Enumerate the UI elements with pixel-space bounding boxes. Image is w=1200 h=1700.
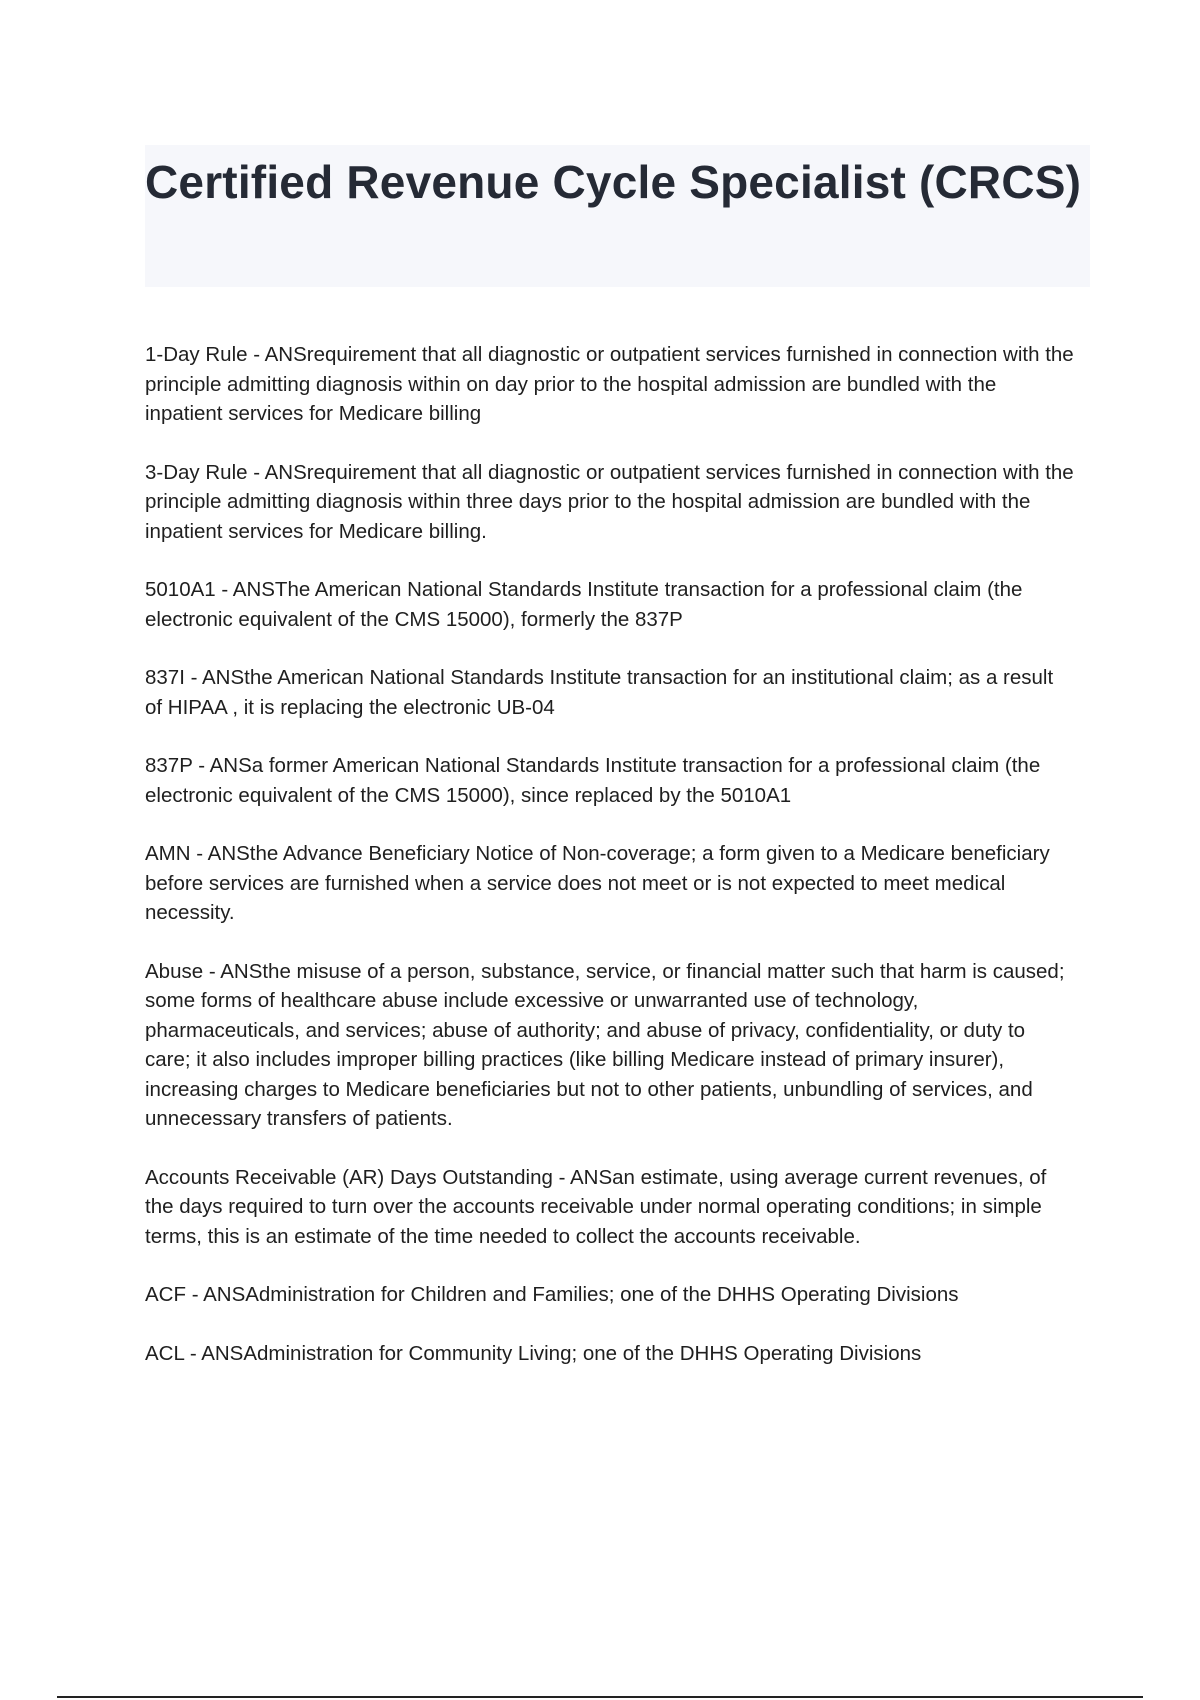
- glossary-list: [145, 340, 1075, 1397]
- page-bottom-divider: [57, 1696, 1143, 1698]
- glossary-entry: 837I - ANSthe American National Standards Institute transaction for an institutional claim; as a result of HIPAA , it is replacing the electronic UB-04: [145, 666, 1054, 719]
- glossary-entry: 837P - ANSa former American National Standards Institute transaction for a professional claim (the electronic equivalent of the CMS 15000), since replaced by the 5010A1: [145, 754, 1041, 807]
- glossary-entry: AMN - ANSthe Advance Beneficiary Notice of Non-coverage; a form given to a Medicare beneficiary before services are furnished when a service does not meet or is not expected to meet medical necessity.: [145, 842, 1050, 924]
- glossary-entry: 3-Day Rule - ANSrequirement that all diagnostic or outpatient services furnished in connection with the principle admitting diagnosis within three days prior to the hospital admission are bundled with the inpatient services for Medicare billing.: [145, 460, 1074, 543]
- title-banner: [145, 145, 1090, 287]
- page-title: Certified Revenue Cycle Specialist (CRCS): [145, 156, 1082, 208]
- glossary-entry: 1-Day Rule - ANSrequirement that all diagnostic or outpatient services furnished in connection with the principle admitting diagnosis within on day prior to the hospital admission are bundled with the inpatient services for Medicare billing: [145, 343, 1074, 425]
- glossary-entry: ACL - ANSAdministration for Community Living; one of the DHHS Operating Divisions: [145, 1341, 922, 1365]
- glossary-entry: ACF - ANSAdministration for Children and Families; one of the DHHS Operating Divisions: [145, 1283, 959, 1306]
- glossary-entry: 5010A1 - ANSThe American National Standards Institute transaction for a professional claim (the electronic equivalent of the CMS 15000), formerly the 837P: [145, 578, 1023, 631]
- glossary-entry: Abuse - ANSthe misuse of a person, substance, service, or financial matter such that harm is caused; some forms of healthcare abuse include excessive or unwarranted use of technology, pharmaceuticals, and services; abuse of authority; and abuse of privacy, confidentiality, or duty to care; it also includes improper billing practices (like billing Medicare instead of primary insurer), increasing charges to Medicare beneficiaries but not to other patients, unbundling of services, and unnecessary transfers of patients.: [145, 959, 1065, 1130]
- glossary-entry: Accounts Receivable (AR) Days Outstanding - ANSan estimate, using average current revenues, of the days required to turn over the accounts receivable under normal operating conditions; in simple terms, this is an estimate of the time needed to collect the accounts receivable.: [145, 1165, 1047, 1248]
